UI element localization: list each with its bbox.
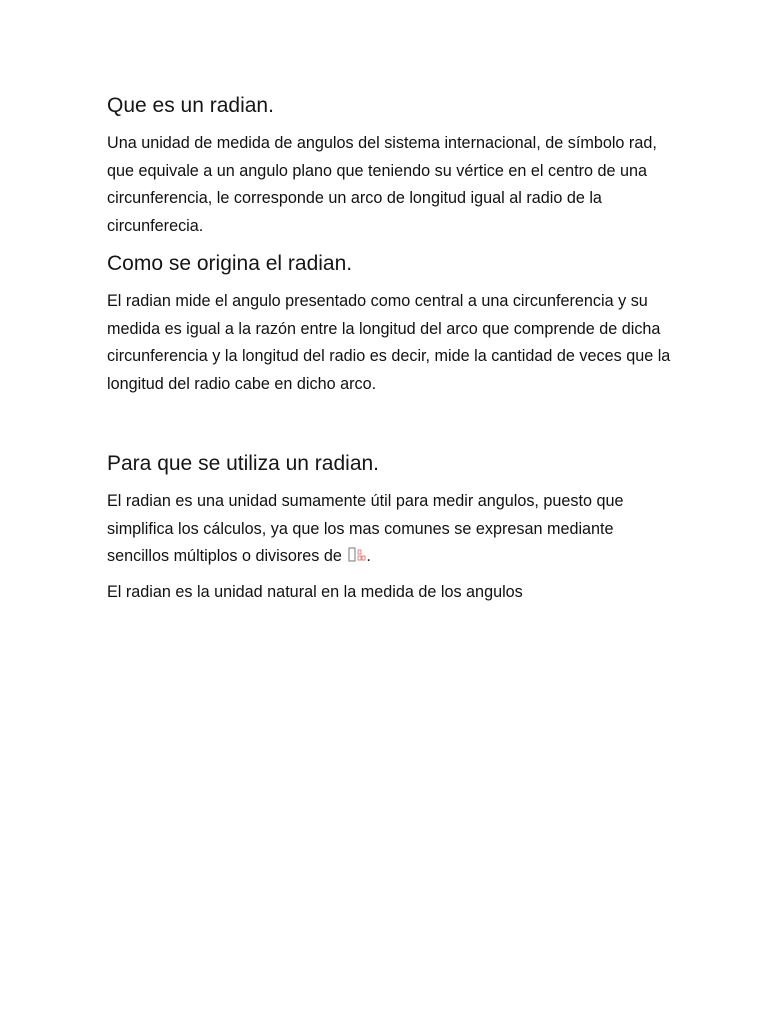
paragraph-natural-unit: El radian es la unidad natural en la medida de los angulos — [107, 582, 523, 601]
section-heading-que-es: Que es un radian. — [107, 94, 274, 117]
missing-symbol-icon — [348, 547, 366, 562]
paragraph-usage-text: El radian es una unidad sumamente útil para medir angulos, puesto que simplifica los cálculos, ya que los mas comunes se expresan mediante sencillos múltiplos o divisores de — [107, 492, 624, 565]
paragraph-usage — [107, 488, 677, 571]
paragraph-usage-period: . — [366, 547, 371, 565]
paragraph-origin: El radian mide el angulo presentado como central a una circunferencia y su medida es igual a la razón entre la longitud del arco que comprende de dicha circunferencia y la longitud del radio es decir, mide la cantidad de veces que la longitud del radio cabe en dicho arco. — [107, 292, 671, 393]
document-body — [107, 90, 677, 606]
paragraph-definition: Una unidad de medida de angulos del sistema internacional, de símbolo rad, que equivale a un angulo plano que teniendo su vértice en el centro de una circunferencia, le corresponde un arco de longitud igual al radio de la circunferecia. — [107, 134, 657, 235]
section-heading-uso: Para que se utiliza un radian. — [107, 452, 380, 475]
section-heading-origen: Como se origina el radian. — [107, 252, 353, 275]
